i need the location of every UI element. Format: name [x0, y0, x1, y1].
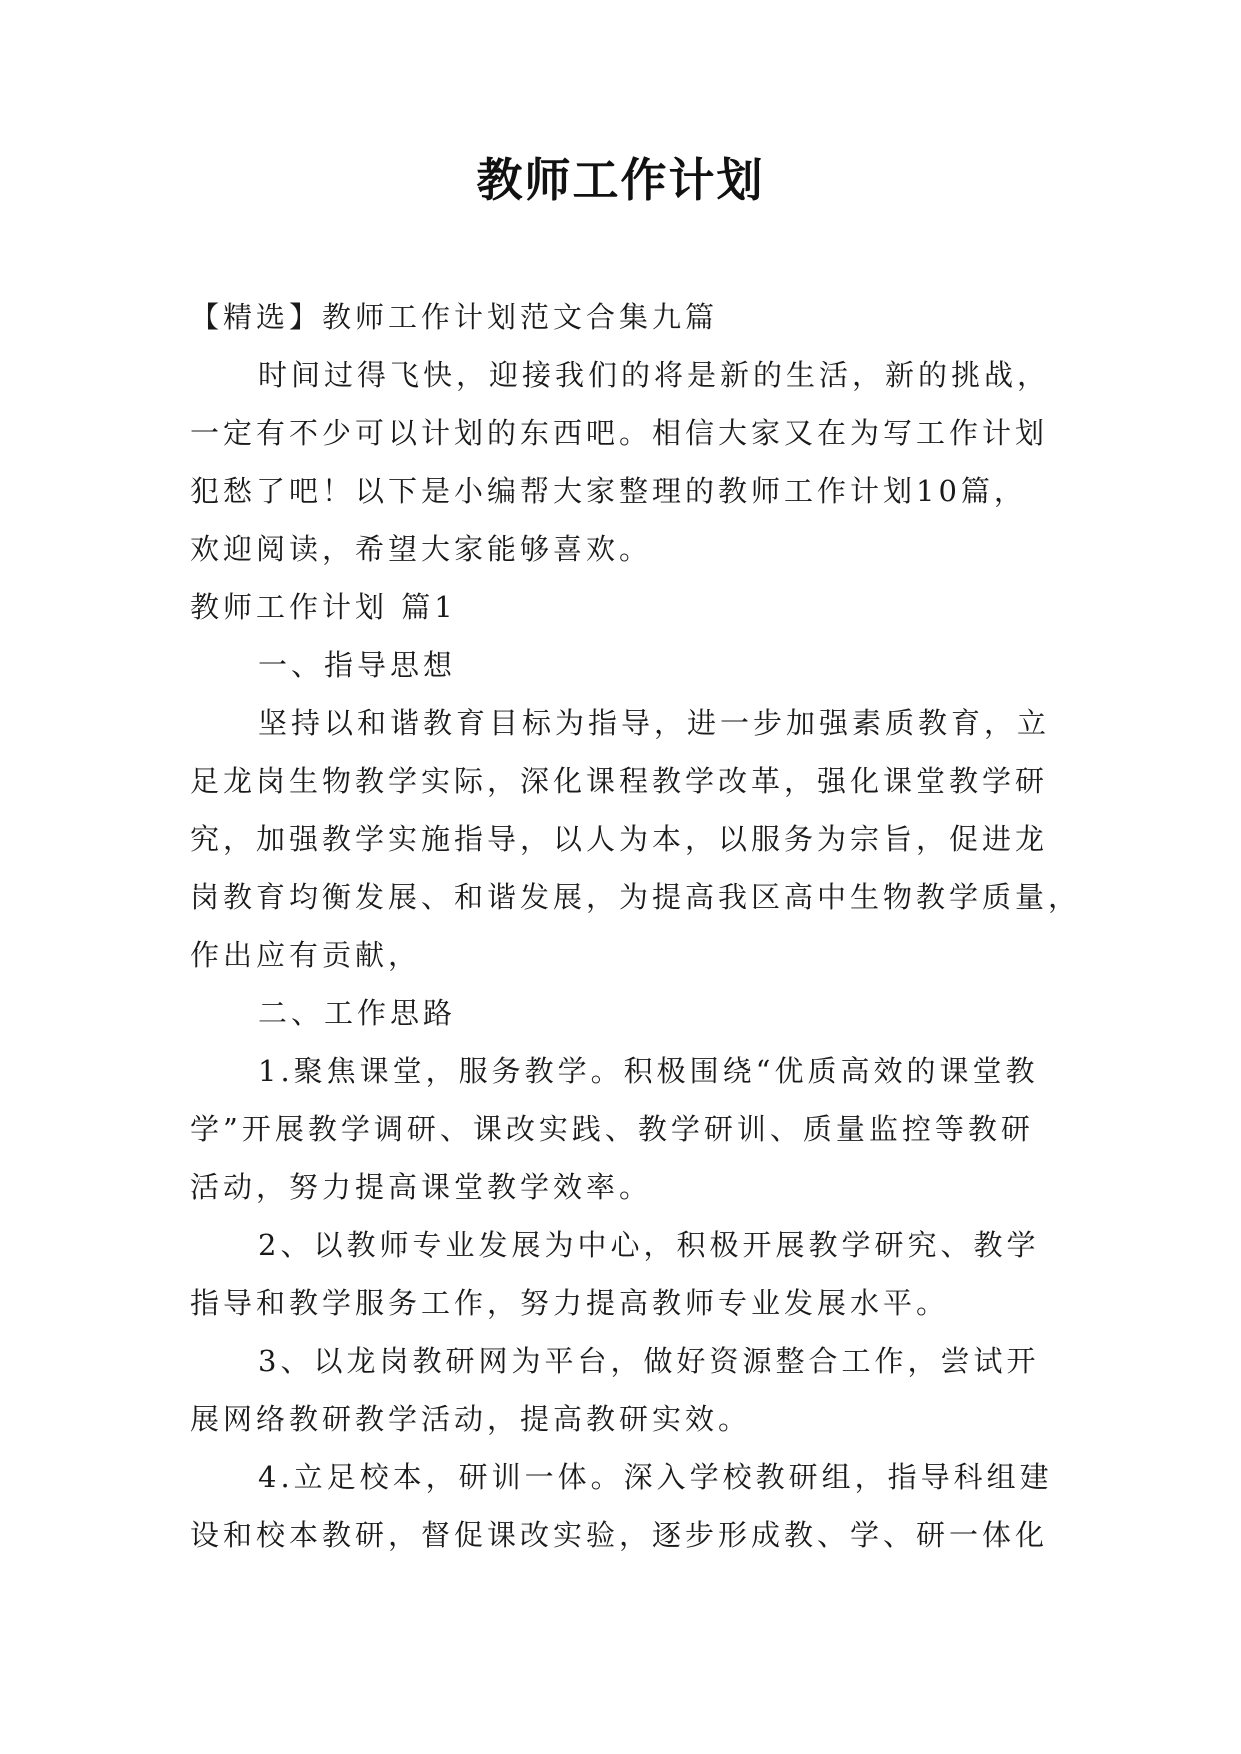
paragraph-line: 学”开展教学调研、课改实践、教学研训、质量监控等教研 [190, 1112, 1034, 1146]
paragraph-line: 3、以龙岗教研网为平台，做好资源整合工作，尝试开 [258, 1344, 1040, 1378]
paragraph-line: 设和校本教研，督促课改实验，逐步形成教、学、研一体化 [190, 1518, 1049, 1552]
intro-line-2: 一定有不少可以计划的东西吧。相信大家又在为写工作计划 [190, 416, 1049, 450]
document-subtitle: 【精选】教师工作计划范文合集九篇 [190, 300, 719, 334]
paragraph-line: 足龙岗生物教学实际，深化课程教学改革，强化课堂教学研 [190, 764, 1049, 798]
paragraph-line: 活动，努力提高课堂教学效率。 [190, 1170, 653, 1204]
intro-line-1: 时间过得飞快，迎接我们的将是新的生活，新的挑战， [258, 358, 1051, 392]
paragraph-line: 4.立足校本，研训一体。深入学校教研组，指导科组建 [258, 1460, 1053, 1494]
paragraph-line: 2、以教师专业发展为中心，积极开展教学研究、教学 [258, 1228, 1040, 1262]
intro-line-3: 犯愁了吧！以下是小编帮大家整理的教师工作计划10篇， [190, 474, 1027, 508]
paragraph-line: 展网络教研教学活动，提高教研实效。 [190, 1402, 752, 1436]
subheading-guiding-ideology: 一、指导思想 [258, 648, 457, 682]
paragraph-line: 指导和教学服务工作，努力提高教师专业发展水平。 [190, 1286, 950, 1320]
paragraph-line: 1.聚焦课堂，服务教学。积极围绕“优质高效的课堂教 [258, 1054, 1039, 1088]
paragraph-line: 究，加强教学实施指导，以人为本，以服务为宗旨，促进龙 [190, 822, 1049, 856]
document-body [190, 288, 1082, 1564]
document-title: 教师工作计划 [476, 153, 765, 207]
subheading-work-approach: 二、工作思路 [258, 996, 457, 1030]
intro-line-4: 欢迎阅读，希望大家能够喜欢。 [190, 532, 653, 566]
paragraph-line: 岗教育均衡发展、和谐发展，为提高我区高中生物教学质量， [190, 880, 1082, 914]
section-heading: 教师工作计划 篇1 [190, 590, 457, 624]
paragraph-line: 坚持以和谐教育目标为指导，进一步加强素质教育，立 [258, 706, 1051, 740]
paragraph-line: 作出应有贡献， [190, 938, 422, 972]
